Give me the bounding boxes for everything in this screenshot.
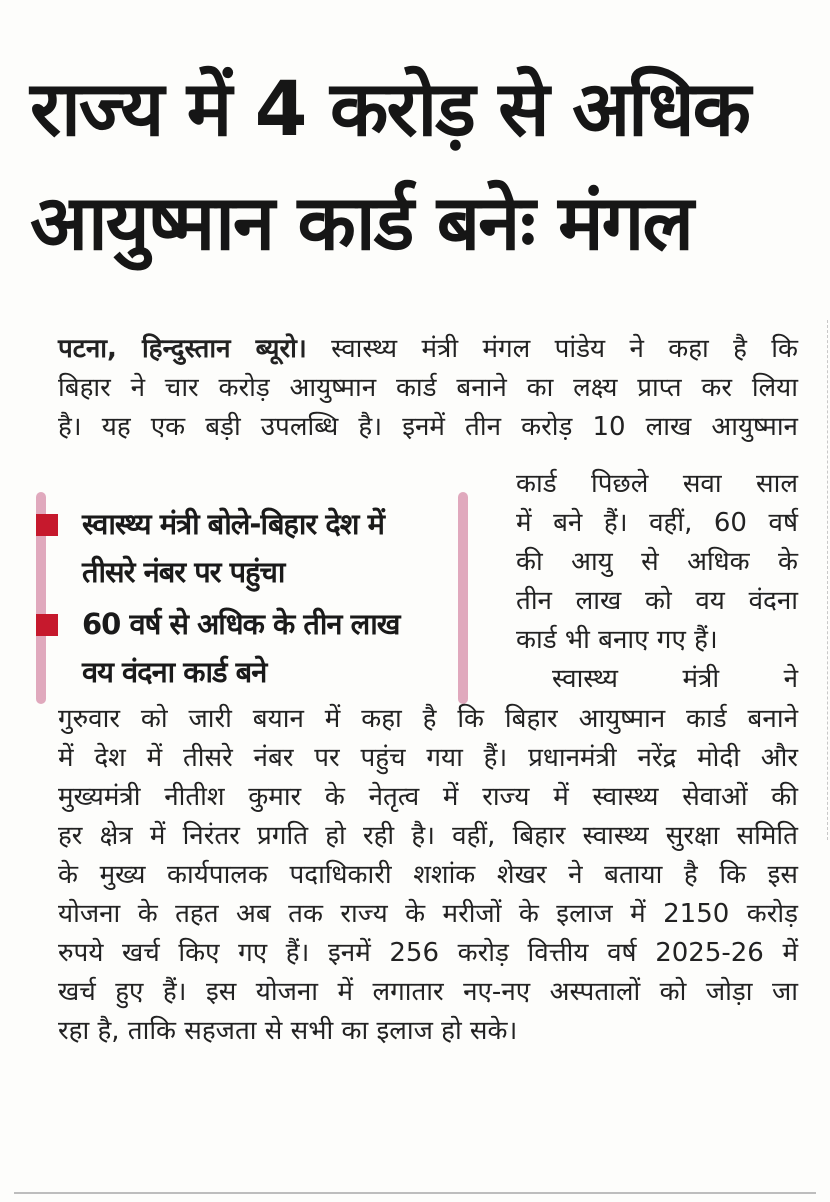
- article-line: गुरुवार को जारी बयान में कहा है कि बिहार आयुष्मान कार्ड बनाने: [58, 704, 798, 734]
- article-intro: [58, 330, 798, 447]
- highlight-text: 60 वर्ष से अधिक के तीन लाख वय वंदना कार्ड बने: [82, 607, 400, 689]
- article-line: खर्च हुए हैं। इस योजना में लगातार नए-नए अस्पतालों को जोड़ा जा: [58, 977, 798, 1007]
- article-line: बिहार ने चार करोड़ आयुष्मान कार्ड बनाने का लक्ष्य प्राप्त कर लिया: [58, 373, 798, 403]
- headline-line-2: आयुष्मान कार्ड बनेः मंगल: [30, 178, 692, 267]
- article-line: कार्ड पिछले सवा साल: [516, 469, 798, 499]
- article-line: योजना के तहत अब तक राज्य के मरीजों के इलाज में 2150 करोड़: [58, 899, 798, 929]
- bullet-square-icon: [36, 614, 58, 636]
- article-line: में बने हैं। वहीं, 60 वर्ष: [516, 508, 798, 538]
- dateline: पटना, हिन्दुस्तान ब्यूरो।: [58, 334, 307, 364]
- bullet-square-icon: [36, 514, 58, 536]
- article-line: में देश में तीसरे नंबर पर पहुंच गया हैं। प्रधानमंत्री नरेंद्र मोदी और: [58, 743, 798, 773]
- article-line: मुख्यमंत्री नीतीश कुमार के नेतृत्व में राज्य में स्वास्थ्य सेवाओं की: [58, 782, 798, 812]
- article-line: पटना, हिन्दुस्तान ब्यूरो। स्वास्थ्य मंत्री मंगल पांडेय ने कहा है कि: [58, 334, 798, 364]
- article-line: रुपये खर्च किए गए हैं। इनमें 256 करोड़ वित्तीय वर्ष 2025-26 में: [58, 938, 798, 968]
- highlight-text: स्वास्थ्य मंत्री बोले-बिहार देश में तीसरे नंबर पर पहुंचा: [82, 507, 384, 589]
- article-line: स्वास्थ्य मंत्री ने: [552, 664, 798, 694]
- headline-line-1: राज्य में 4 करोड़ से अधिक: [30, 64, 749, 153]
- article-right-column: [516, 465, 798, 699]
- article-body: [58, 700, 798, 1051]
- highlight-bar-right: [458, 492, 468, 704]
- headline: [30, 52, 810, 280]
- article-line: हर क्षेत्र में निरंतर प्रगति हो रही है। वहीं, बिहार स्वास्थ्य सुरक्षा समिति: [58, 821, 798, 851]
- article-line: के मुख्य कार्यपालक पदाधिकारी शशांक शेखर ने बताया है कि इस: [58, 860, 798, 890]
- column-edge-marks: [823, 320, 828, 840]
- article-line: है। यह एक बड़ी उपलब्धि है। इनमें तीन करोड़ 10 लाख आयुष्मान: [58, 412, 798, 442]
- article-line: रहा है, ताकि सहजता से सभी का इलाज हो सके।: [58, 1016, 518, 1046]
- bottom-rule: [14, 1192, 816, 1202]
- article-line: तीन लाख को वय वंदना: [516, 586, 798, 616]
- article-line: कार्ड भी बनाए गए हैं।: [516, 625, 718, 655]
- article-line: की आयु से अधिक के: [516, 547, 798, 577]
